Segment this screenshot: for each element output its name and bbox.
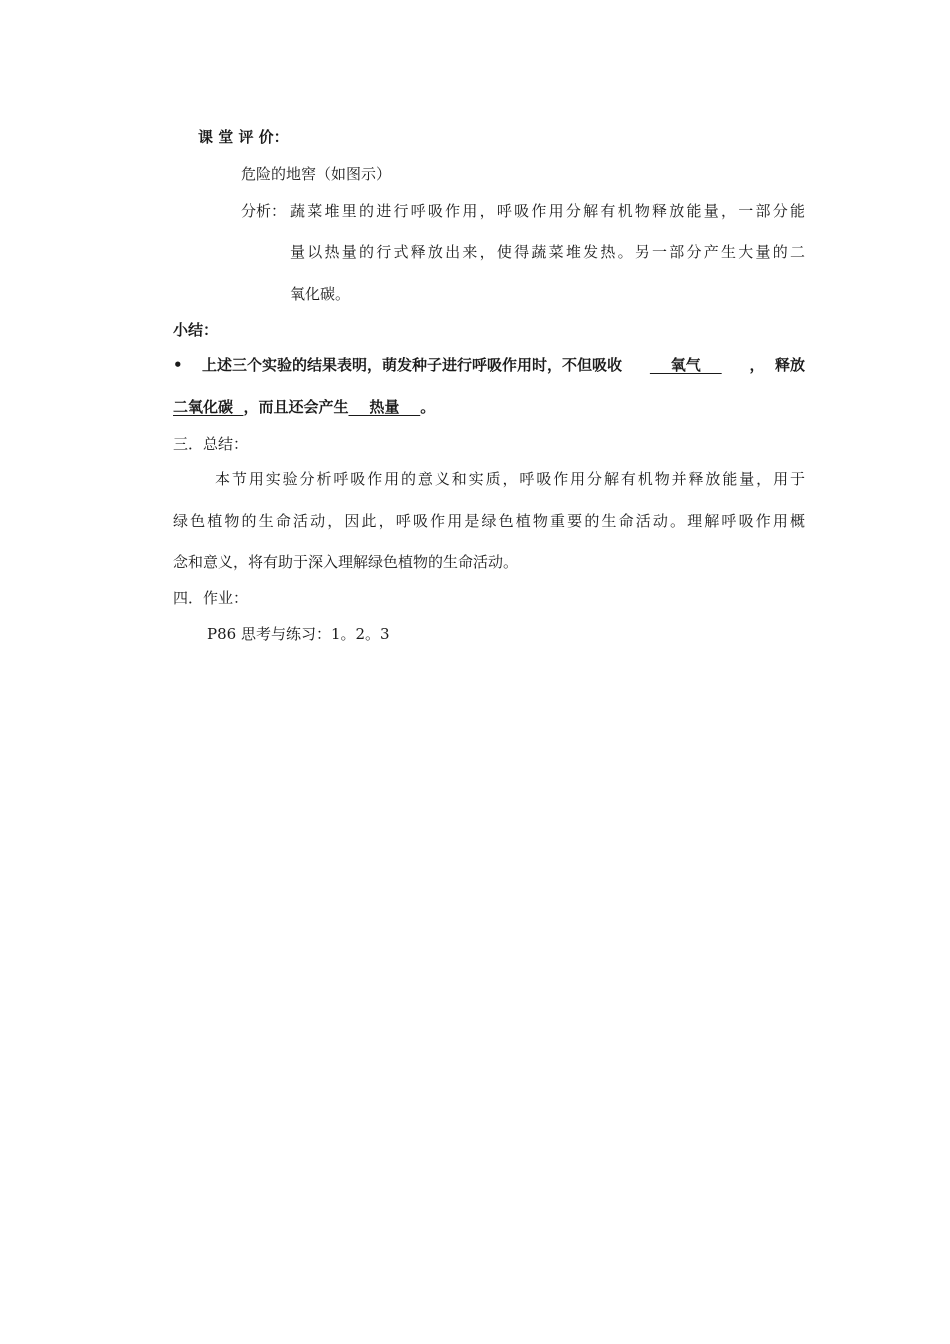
summary-also-text: ，而且还会产生 bbox=[243, 398, 349, 416]
summary-heading: 小结： bbox=[173, 321, 219, 339]
conclusion-heading: 三．总结： bbox=[173, 435, 249, 453]
conclusion-line-3: 念和意义，将有助于深入理解绿色植物的生命活动。 bbox=[173, 553, 519, 571]
blank-heat: 热量 bbox=[348, 398, 421, 416]
analysis-line-3: 氧化碳。 bbox=[290, 285, 351, 303]
analysis-line-1: 蔬菜堆里的进行呼吸作用，呼吸作用分解有机物释放能量，一部分能 bbox=[290, 202, 805, 220]
conclusion-line-1: 本节用实验分析呼吸作用的意义和实质，呼吸作用分解有机物并释放能量，用于 bbox=[215, 470, 805, 488]
summary-release-text: ， 释放 bbox=[749, 356, 805, 374]
conclusion-line-2: 绿色植物的生命活动，因此，呼吸作用是绿色植物重要的生命活动。理解呼吸作用概 bbox=[173, 512, 805, 530]
homework-heading: 四．作业： bbox=[173, 589, 249, 607]
case-title: 危险的地窖（如图示） bbox=[241, 165, 392, 183]
summary-line-2 bbox=[173, 396, 435, 418]
homework-text: P86 思考与练习：1。2。3 bbox=[207, 625, 390, 643]
summary-line-1 bbox=[202, 354, 805, 376]
blank-carbon-dioxide: 二氧化碳 bbox=[173, 398, 244, 416]
summary-bullet: • bbox=[173, 356, 183, 374]
evaluation-heading: 课 堂 评 价： bbox=[198, 128, 289, 146]
analysis-line-2: 量以热量的行式释放出来，使得蔬菜堆发热。另一部分产生大量的二 bbox=[290, 243, 805, 261]
analysis-label: 分析： bbox=[241, 202, 287, 220]
summary-sentence: 上述三个实验的结果表明，萌发种子进行呼吸作用时，不但吸收 bbox=[202, 356, 623, 374]
summary-period: 。 bbox=[420, 398, 436, 416]
blank-oxygen: 氧气 bbox=[649, 356, 722, 374]
